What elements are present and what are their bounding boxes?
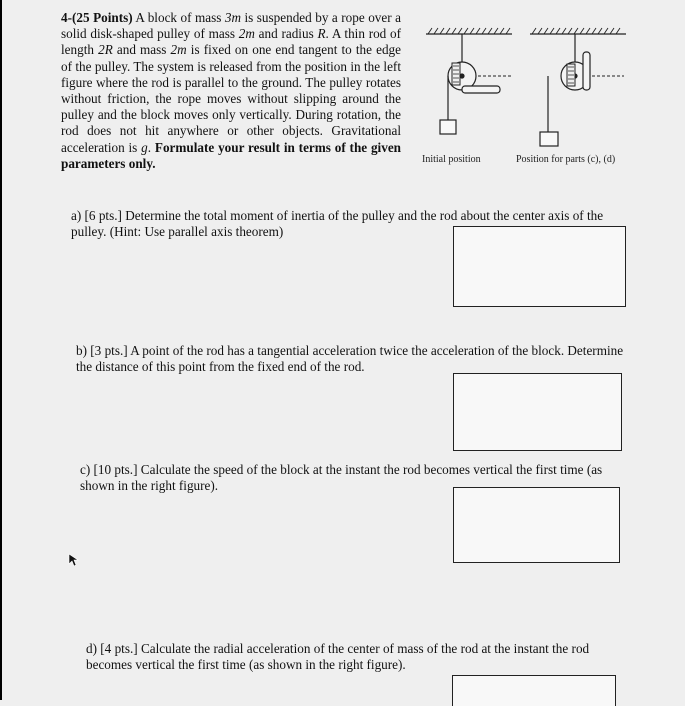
- radius-symbol: R: [317, 26, 326, 42]
- gravity-symbol: g: [141, 139, 148, 155]
- part-b-answer-box[interactable]: [453, 373, 622, 451]
- part-c-answer-box[interactable]: [453, 487, 620, 563]
- problem-number: 4-(25 Points): [61, 10, 133, 25]
- statement-part-4: . A thin rod of length: [61, 26, 402, 58]
- block-left: [440, 120, 456, 134]
- statement-part-2: is suspended by a rope over a solid disk-shaped pulley of mass: [61, 10, 401, 42]
- part-d-answer-box[interactable]: [452, 675, 616, 706]
- block-mass: 3m: [224, 10, 241, 25]
- caption-position-c-d: Position for parts (c), (d): [516, 154, 616, 165]
- formulate-emphasis: Formulate your result in terms of the given parameters only.: [61, 139, 402, 171]
- statement-part-1: A block of mass: [135, 10, 222, 25]
- ceiling-hatch: [428, 28, 510, 34]
- figure-initial-position: [418, 24, 518, 144]
- part-d-question: d) [4 pts.] Calculate the radial acceleration of the center of mass of the rod at the instant the rod becomes vertical the first time (as shown in the right figure).: [86, 641, 590, 673]
- rod-horizontal: [462, 86, 500, 93]
- rod-vertical: [583, 52, 590, 90]
- rod-mass: 2m: [170, 42, 187, 58]
- block-right: [540, 132, 558, 146]
- part-a-answer-box[interactable]: [453, 226, 626, 307]
- pulley-axle: [460, 74, 464, 78]
- ceiling-hatch-right: [532, 28, 620, 34]
- part-a-question: a) [6 pts.] Determine the total moment of inertia of the pulley and the rod about the center axis of the pulley. (Hint: Use parallel axis theorem): [71, 208, 604, 240]
- statement-part-6: is fixed on one end tangent to the edge of the pulley. The system is released from the position in the left figure where the rod is parallel to the ground. The pulley rotates without friction, the rope moves without slipping around the pulley and the block moves only vertically. During rotation, the rod does not hit anywhere or other objects. Gravitational acceleration is: [61, 42, 402, 155]
- problem-statement: [61, 10, 401, 172]
- part-b-question: b) [3 pts.] A point of the rod has a tangential acceleration twice the acceleration of the block. Determine the distance of this point from the fixed end of the rod.: [76, 343, 624, 375]
- statement-part-3: and radius: [258, 26, 314, 42]
- part-c-question: c) [10 pts.] Calculate the speed of the block at the instant the rod becomes vertical the first time (as shown in the right figure).: [80, 462, 603, 494]
- rod-length: 2R: [98, 42, 113, 58]
- left-edge-shadow: [0, 0, 2, 700]
- statement-part-5: and mass: [116, 42, 167, 58]
- figure-position-c-d: [520, 24, 630, 154]
- statement-part-7: .: [147, 139, 152, 155]
- mouse-pointer-icon: [68, 553, 80, 567]
- pulley-mass: 2m: [238, 26, 255, 42]
- caption-initial-position: Initial position: [422, 154, 481, 165]
